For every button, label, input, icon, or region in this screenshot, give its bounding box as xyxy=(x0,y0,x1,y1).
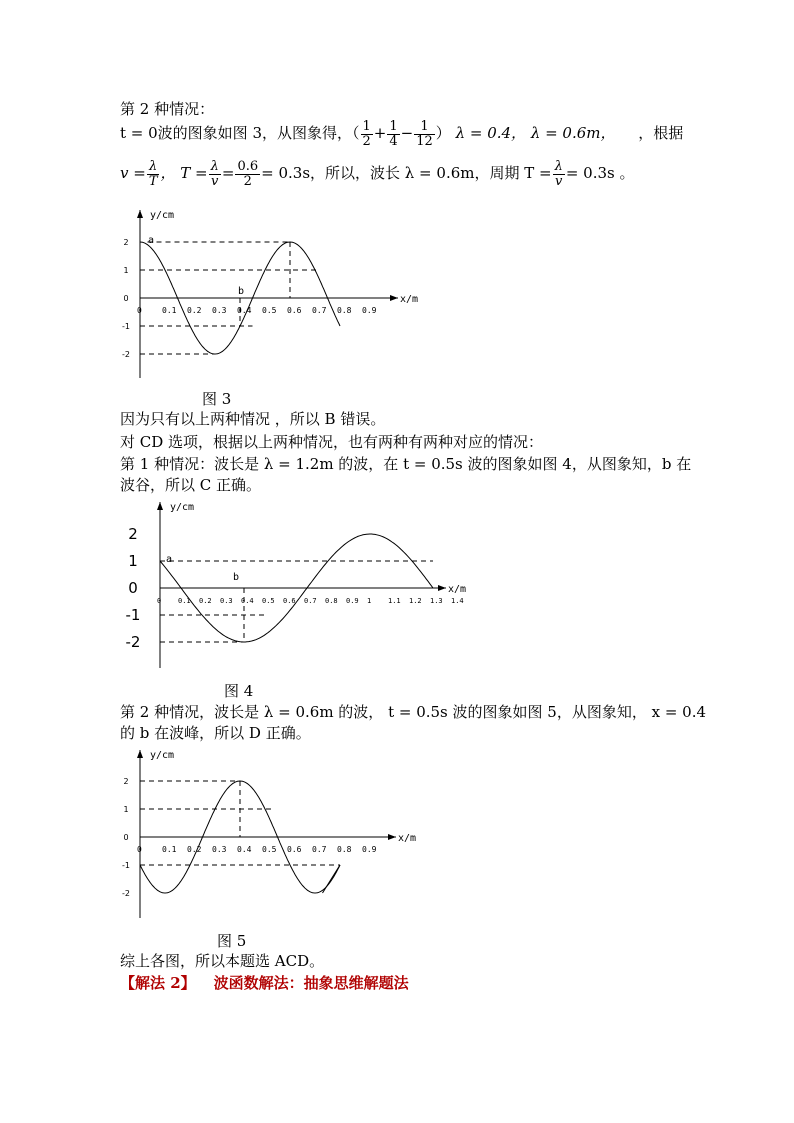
formula-line-2: v = $\frac{\lambda}{T}$ ， T = $\frac{\lambda}{v}$ = $\frac{0.6}{2}$ = 0.3s，所以，波长 λ = 0.6m，周期 T = $\frac{\lambda}{v}$ = 0.3s 。 xyxy=(120,159,635,189)
y-axis-arrow xyxy=(137,210,143,218)
x-tick-label: 1.1 xyxy=(388,597,401,605)
x-axis-arrow xyxy=(438,585,446,591)
fraction: $\frac{\lambda}{v}$ xyxy=(554,159,563,189)
x-tick-label: 1.4 xyxy=(451,597,464,605)
x-tick-label: 0.2 xyxy=(187,845,202,854)
y-tick-label: 1 xyxy=(123,805,129,814)
x-tick-label: 0.4 xyxy=(237,845,252,854)
x-tick-label: 0.3 xyxy=(212,306,227,315)
x-tick-label: 0.5 xyxy=(262,845,277,854)
x-tick-label: 0.1 xyxy=(162,306,177,315)
paragraph: 的 b 在波峰，所以 D 正确。 xyxy=(120,724,311,742)
x-tick-label: 0 xyxy=(137,845,142,854)
y-tick-label: 0 xyxy=(128,579,138,597)
x-tick-label: 1.2 xyxy=(409,597,422,605)
x-tick-label: 0.3 xyxy=(212,845,227,854)
y-tick-label: 1 xyxy=(123,266,129,275)
y-axis-arrow xyxy=(157,502,163,510)
y-axis-label: y/cm xyxy=(150,210,175,221)
fraction: $\frac{1}{4}$ xyxy=(389,119,398,149)
fraction: $\frac{\lambda}{T}$ xyxy=(148,159,158,189)
x-axis-label: x/m xyxy=(400,294,419,305)
y-tick-label: 0 xyxy=(123,294,129,303)
x-tick-label: 0.9 xyxy=(362,845,377,854)
fraction: $\frac{\lambda}{v}$ xyxy=(210,159,219,189)
point-label: a xyxy=(148,235,155,246)
paragraph: 因为只有以上两种情况 ，所以 B 错误。 xyxy=(120,410,386,428)
x-axis-label: x/m xyxy=(398,833,417,844)
y-axis-label: y/cm xyxy=(170,502,195,513)
x-tick-label: 0.1 xyxy=(178,597,191,605)
point-label: b xyxy=(233,572,240,583)
x-tick-label: 0 xyxy=(137,306,142,315)
fraction: $\frac{1}{12}$ xyxy=(416,119,433,149)
x-tick-label: 0.6 xyxy=(287,845,302,854)
x-tick-label: 0.2 xyxy=(187,306,202,315)
x-axis-label: x/m xyxy=(448,584,467,595)
y-tick-label: 2 xyxy=(123,777,129,786)
y-tick-label: -1 xyxy=(125,606,141,624)
x-tick-label: 0.2 xyxy=(199,597,212,605)
x-tick-label: 0.9 xyxy=(346,597,359,605)
x-tick-label: 0.4 xyxy=(237,306,252,315)
figure-3-caption: 图 3 xyxy=(202,390,232,408)
fraction: $\frac{0.6}{2}$ xyxy=(237,159,259,189)
y-tick-label: 1 xyxy=(128,552,138,570)
y-axis-arrow xyxy=(137,750,143,758)
fraction: $\frac{1}{2}$ xyxy=(362,119,371,149)
y-tick-label: 2 xyxy=(128,525,138,543)
y-tick-label: 0 xyxy=(123,833,129,842)
y-tick-label: -2 xyxy=(125,633,141,651)
x-axis-arrow xyxy=(388,834,396,840)
y-tick-label: -1 xyxy=(122,322,130,331)
end-segment xyxy=(323,865,341,893)
paragraph: 综上各图，所以本题选 ACD。 xyxy=(120,952,325,970)
paragraph: 对 CD 选项，根据以上两种情况，也有两种有两种对应的情况： xyxy=(120,433,544,451)
y-tick-label: -1 xyxy=(122,861,130,870)
paragraph: 波谷，所以 C 正确。 xyxy=(120,476,262,494)
y-tick-label: -2 xyxy=(122,350,130,359)
x-tick-label: 0 xyxy=(157,597,162,605)
x-tick-label: 0.5 xyxy=(262,597,275,605)
paragraph: 第 1 种情况：波长是 λ = 1.2m 的波，在 t = 0.5s 波的图象如图 4，从图象知，b 在 xyxy=(120,455,692,473)
x-tick-label: 0.8 xyxy=(337,845,352,854)
x-tick-label: 0.9 xyxy=(362,306,377,315)
x-tick-label: 0.7 xyxy=(312,306,327,315)
case2-heading: 第 2 种情况： xyxy=(120,100,215,118)
point-label: a xyxy=(166,554,173,565)
point-label: b xyxy=(238,286,245,297)
x-tick-label: 0.8 xyxy=(337,306,352,315)
x-tick-label: 1.3 xyxy=(430,597,443,605)
x-tick-label: 0.4 xyxy=(241,597,254,605)
y-axis-label: y/cm xyxy=(150,750,175,761)
y-tick-label: 2 xyxy=(123,238,129,247)
x-tick-label: 0.6 xyxy=(287,306,302,315)
x-tick-label: 0.1 xyxy=(162,845,177,854)
x-tick-label: 1 xyxy=(367,597,372,605)
x-tick-label: 0.6 xyxy=(283,597,296,605)
figure-4-caption: 图 4 xyxy=(224,682,254,700)
x-tick-label: 0.7 xyxy=(312,845,327,854)
x-tick-label: 0.5 xyxy=(262,306,277,315)
x-axis-arrow xyxy=(390,295,398,301)
method-2-heading: 【解法 2】 波函数解法：抽象思维解题法 xyxy=(120,974,409,992)
paragraph: 第 2 种情况，波长是 λ = 0.6m 的波， t = 0.5s 波的图象如图 5，从图象知， x = 0.4 xyxy=(120,703,707,721)
formula-line-1: t = 0波的图象如图 3，从图象得，（ $\frac{1}{2}$ + $\frac{1}{4}$ − $\frac{1}{12}$ ） λ = 0.4， λ = 0.6m， ，根据 xyxy=(120,119,684,149)
y-tick-label: -2 xyxy=(122,889,130,898)
x-tick-label: 0.3 xyxy=(220,597,233,605)
x-tick-label: 0.7 xyxy=(304,597,317,605)
x-tick-label: 0.8 xyxy=(325,597,338,605)
figure-5-caption: 图 5 xyxy=(217,932,247,950)
